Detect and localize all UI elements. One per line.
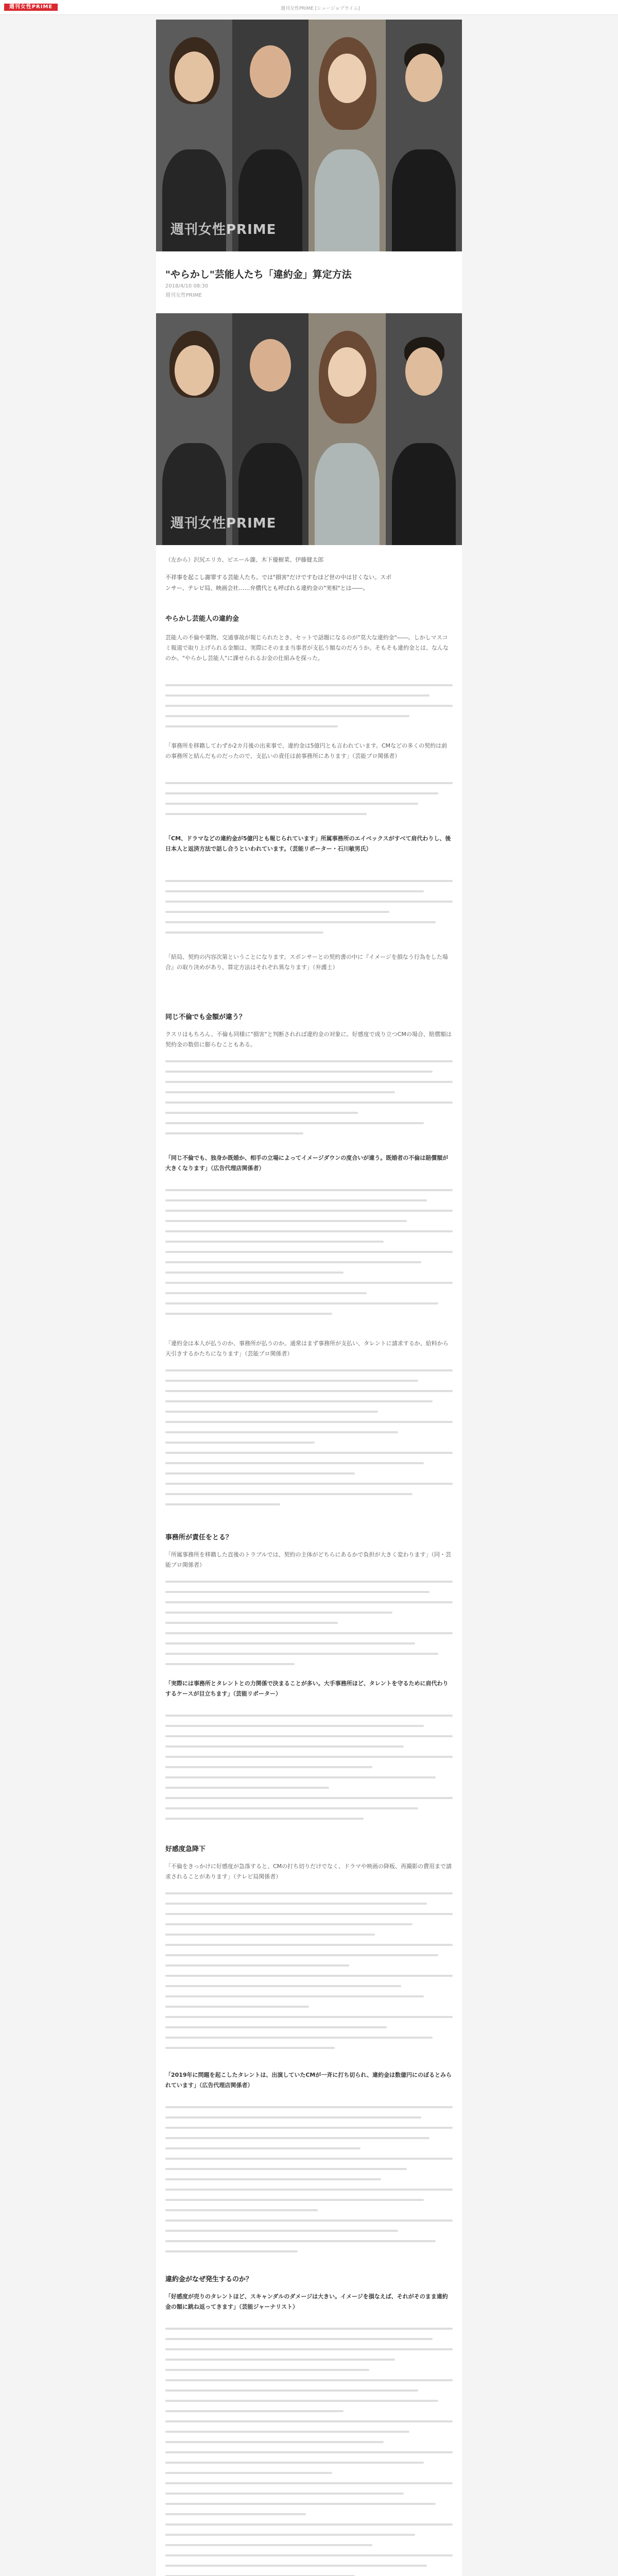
article [156,20,462,2576]
section-heading: 好感度急降下 [165,1845,206,1853]
article-paragraph: 「2019年に問題を起こしたタレントは、出演していたCMが一斉に打ち切られ、違約金は数億円にのぼるとみられています」（広告代理店関係者） [165,2072,452,2089]
article-paragraph: 「結局、契約の内容次第ということになります。スポンサーとの契約書の中に『イメージを損なう行為をした場合』の取り決めがあり、算定方法はそれぞれ異なります」（弁護士） [165,954,448,971]
section-heading: 違約金がなぜ発生するのか？ [165,2276,253,2283]
photo-watermark: 週刊女性PRIME [170,516,277,531]
article-paragraph: 「実際には事務所とタレントとの力関係で決まることが多い。大手事務所ほど、タレントを守るために肩代わりするケースが目立ちます」（芸能リポーター） [165,1680,449,1697]
photo-panel [156,20,232,251]
publish-date: 2018/4/10 08:30 [165,283,209,289]
photo-watermark: 週刊女性PRIME [170,222,277,238]
section-heading: 事務所が責任をとる？ [165,1534,233,1541]
article-paragraph: 「事務所を移籍してわずか2カ月後の出来事で、違約金は5億円とも言われています。CMなどの多くの契約は前の事務所と結んだものだったので、支払いの責任は前事務所にあります」（芸能プロ関係者） [165,742,448,759]
photo-panel [232,20,308,251]
photo-panel [308,20,386,251]
article-lead: 不祥事を起こし謝罪する芸能人たち。では"損害"だけですむほど世の中は甘くない。スポンサー、テレビ局、映画会社……弁償代とも呼ばれる違約金の"実相"とは――。 [165,574,392,591]
photo-caption: （左から）沢尻エリカ、ピエール瀧、木下優樹菜、伊藤健太郎 [165,556,324,563]
article-photo [156,313,462,545]
article-paragraph: 芸能人の不倫や薬物、交通事故が報じられたとき、セットで話題になるのが"莫大な違約金"――。しかしマスコミ報道で取り上げられる金額は、実際にそのまま当事者が支払う額なのだろうか。そもそも違約金とは、なんなのか。"やらかし芸能人"に課せられるお金の仕組みを探った。 [165,634,449,662]
article-paragraph: 「所属事務所を移籍した直後のトラブルでは、契約の主体がどちらにあるかで負担が大きく変わります」（同・芸能プロ関係者） [165,1551,452,1568]
article-paragraph: 「CM、ドラマなどの違約金が5億円とも報じられています」所属事務所のエイベックスがすべて肩代わりし、後日本人と返済方法で話し合うといわれています。（芸能リポーター・石川敏男氏） [165,835,451,852]
photo-panel [308,313,386,545]
site-logo[interactable]: 週刊女性PRIME [4,4,58,11]
top-photo [156,20,462,251]
site-header [0,0,618,15]
section-heading: やらかし芸能人の違約金 [165,615,239,623]
article-paragraph: クスリはもちろん、不倫も同様に"損害"と判断されれば違約金の対象に。好感度で成り立つCMの場合、賠償額は契約金の数倍に膨らむこともある。 [165,1031,452,1048]
article-paragraph: 「好感度が売りのタレントほど、スキャンダルのダメージは大きい。イメージを損なえば、それがそのまま違約金の額に跳ね返ってきます」（芸能ジャーナリスト） [165,2293,448,2310]
article-title: "やらかし"芸能人たち「違約金」算定方法 [165,269,352,280]
article-paragraph: 「同じ不倫でも、独身か既婚か、相手の立場によってイメージダウンの度合いが違う。既婚者の不倫は賠償額が大きくなります」（広告代理店関係者） [165,1155,449,1172]
article-paragraph: 「違約金は本人が払うのか、事務所が払うのか。通常はまず事務所が支払い、タレントに請求するか、給料から天引きするかたちになります」（芸能プロ関係者） [165,1340,449,1357]
photo-panel [232,313,308,545]
photo-panel [156,313,232,545]
photo-panel [386,20,462,251]
photo-panel [386,313,462,545]
byline: 週刊女性PRIME [165,293,202,298]
section-heading: 同じ不倫でも金額が違う？ [165,1013,246,1021]
article-paragraph: 「不倫をきっかけに好感度が急落すると、CMの打ち切りだけでなく、ドラマや映画の降板、再撮影の費用まで請求されることがあります」（テレビ局関係者） [165,1863,452,1880]
site-tagline: 週刊女性PRIME [シュージョプライム] [281,6,360,11]
